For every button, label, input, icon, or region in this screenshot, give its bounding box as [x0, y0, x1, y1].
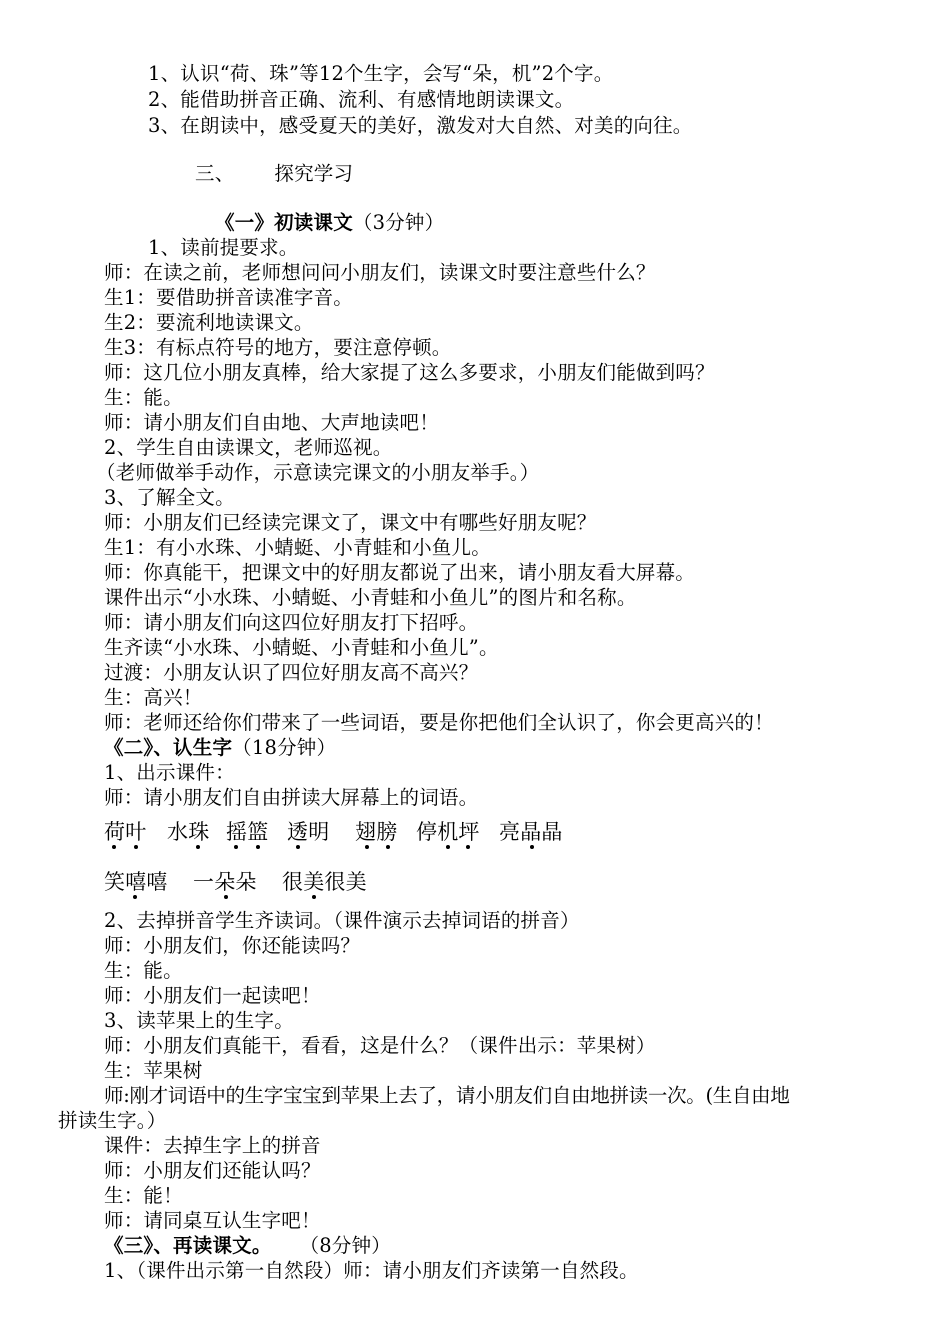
part1-line: 师：老师还给你们带来了一些词语，要是你把他们全认识了，你会更高兴的！ — [104, 711, 774, 734]
emphasis-dot — [296, 845, 300, 849]
objective-2: 2、能借助拼音正确、流利、有感情地朗读课文。 — [148, 88, 575, 111]
emphasis-dot — [196, 845, 200, 849]
part2-line: 师：小朋友们真能干，看看，这是什么？（课件出示：苹果树） — [104, 1034, 656, 1057]
vocab-word: 水珠 — [167, 820, 210, 844]
part2-line: 3、读苹果上的生字。 — [104, 1009, 294, 1032]
part1-line: 师：请小朋友们自由地、大声地读吧！ — [104, 411, 439, 434]
vocab-word: 摇篮 — [226, 820, 269, 844]
emphasis-dot — [234, 845, 238, 849]
vocab-word: 笑嘻嘻 — [104, 870, 168, 894]
vocab-word: 透明 — [287, 820, 330, 844]
part1-line: 1、读前提要求。 — [148, 236, 299, 259]
part1-line: 师：在读之前，老师想问问小朋友们，读课文时要注意些什么？ — [104, 261, 656, 284]
part2-line: 师：小朋友们还能认吗？ — [104, 1159, 321, 1182]
emphasis-dot — [466, 845, 470, 849]
vocab-word: 荷叶 — [104, 820, 147, 844]
part1-line: 3、了解全文。 — [104, 486, 235, 509]
part2-line: 1、出示课件： — [104, 761, 235, 784]
emphasis-dot — [133, 895, 137, 899]
part1-line: 师：你真能干，把课文中的好朋友都说了出来，请小朋友看大屏幕。 — [104, 561, 696, 584]
emphasis-dot — [134, 845, 138, 849]
emphasis-dot — [530, 845, 534, 849]
part1-line: 生：能。 — [104, 386, 183, 409]
emphasis-dot — [386, 845, 390, 849]
emphasis-dot — [224, 895, 228, 899]
part2-line: 拼读生字。） — [58, 1109, 167, 1132]
emphasis-dot — [446, 845, 450, 849]
part3-time: （8分钟） — [299, 1234, 391, 1257]
part3-line: 1、（课件出示第一自然段）师：请小朋友们齐读第一自然段。 — [104, 1259, 639, 1282]
part2-line: 生：苹果树 — [104, 1059, 203, 1082]
part1-line: 过渡：小朋友认识了四位好朋友高不高兴？ — [104, 661, 479, 684]
vocab-word: 亮晶晶 — [499, 820, 563, 844]
part1-line: 生1：有小水珠、小蜻蜓、小青蛙和小鱼儿。 — [104, 536, 491, 559]
part1-line: 生齐读“小水珠、小蜻蜓、小青蛙和小鱼儿”。 — [104, 636, 499, 659]
vocab-word: 很美很美 — [282, 870, 367, 894]
part2-line: 课件：去掉生字上的拼音 — [104, 1134, 321, 1157]
part1-heading: 《一》初读课文（3分钟） — [215, 211, 445, 234]
section-number: 三、 — [195, 162, 235, 185]
part2-line: 2、去掉拼音学生齐读词。（课件演示去掉词语的拼音） — [104, 909, 580, 932]
part2-line: 师：小朋友们，你还能读吗？ — [104, 934, 361, 957]
part2-time: （18分钟） — [232, 736, 337, 759]
objective-3: 3、在朗读中，感受夏天的美好，激发对大自然、对美的向往。 — [148, 114, 693, 137]
section-heading — [195, 162, 353, 186]
part1-line: 课件出示“小水珠、小蜻蜓、小青蛙和小鱼儿”的图片和名称。 — [104, 586, 637, 609]
part2-line: 师:刚才词语中的生字宝宝到苹果上去了，请小朋友们自由地拼读一次。(生自由地 — [104, 1084, 790, 1107]
vocab-word: 一朵朵 — [193, 870, 257, 894]
emphasis-dot — [365, 845, 369, 849]
part1-line: 师：请小朋友们向这四位好朋友打下招呼。 — [104, 611, 479, 634]
part2-line: 师：请同桌互认生字吧！ — [104, 1209, 321, 1232]
part1-line: 生1：要借助拼音读准字音。 — [104, 286, 354, 309]
emphasis-dot — [256, 845, 260, 849]
part1-line: 生：高兴！ — [104, 686, 203, 709]
part2-line: 生：能！ — [104, 1184, 183, 1207]
vocab-word: 翅膀 — [355, 820, 398, 844]
part2-line: 生：能。 — [104, 959, 183, 982]
emphasis-dot — [112, 845, 116, 849]
part1-line: 生3：有标点符号的地方，要注意停顿。 — [104, 336, 452, 359]
emphasis-dot — [312, 895, 316, 899]
part1-line: 师：小朋友们已经读完课文了，课文中有哪些好朋友呢？ — [104, 511, 597, 534]
part1-time: （3分钟） — [352, 211, 445, 234]
part1-line: 师：这几位小朋友真棒，给大家提了这么多要求，小朋友们能做到吗？ — [104, 361, 715, 384]
objective-1: 1、认识“荷、珠”等12个生字，会写“朵，机”2个字。 — [148, 62, 614, 85]
part3-heading: 《三》、再读课文。 （8分钟） — [104, 1234, 391, 1257]
part2-heading: 《二》、认生字（18分钟） — [104, 736, 337, 759]
vocab-word: 停机坪 — [416, 820, 480, 844]
part1-line: 生2：要流利地读课文。 — [104, 311, 314, 334]
part2-line: 师：小朋友们一起读吧！ — [104, 984, 321, 1007]
part1-line: （老师做举手动作，示意读完课文的小朋友举手。） — [96, 461, 540, 484]
section-title: 探究学习 — [274, 162, 354, 185]
part1-line: 2、学生自由读课文，老师巡视。 — [104, 436, 393, 459]
part2-line: 师：请小朋友们自由拼读大屏幕上的词语。 — [104, 786, 479, 809]
